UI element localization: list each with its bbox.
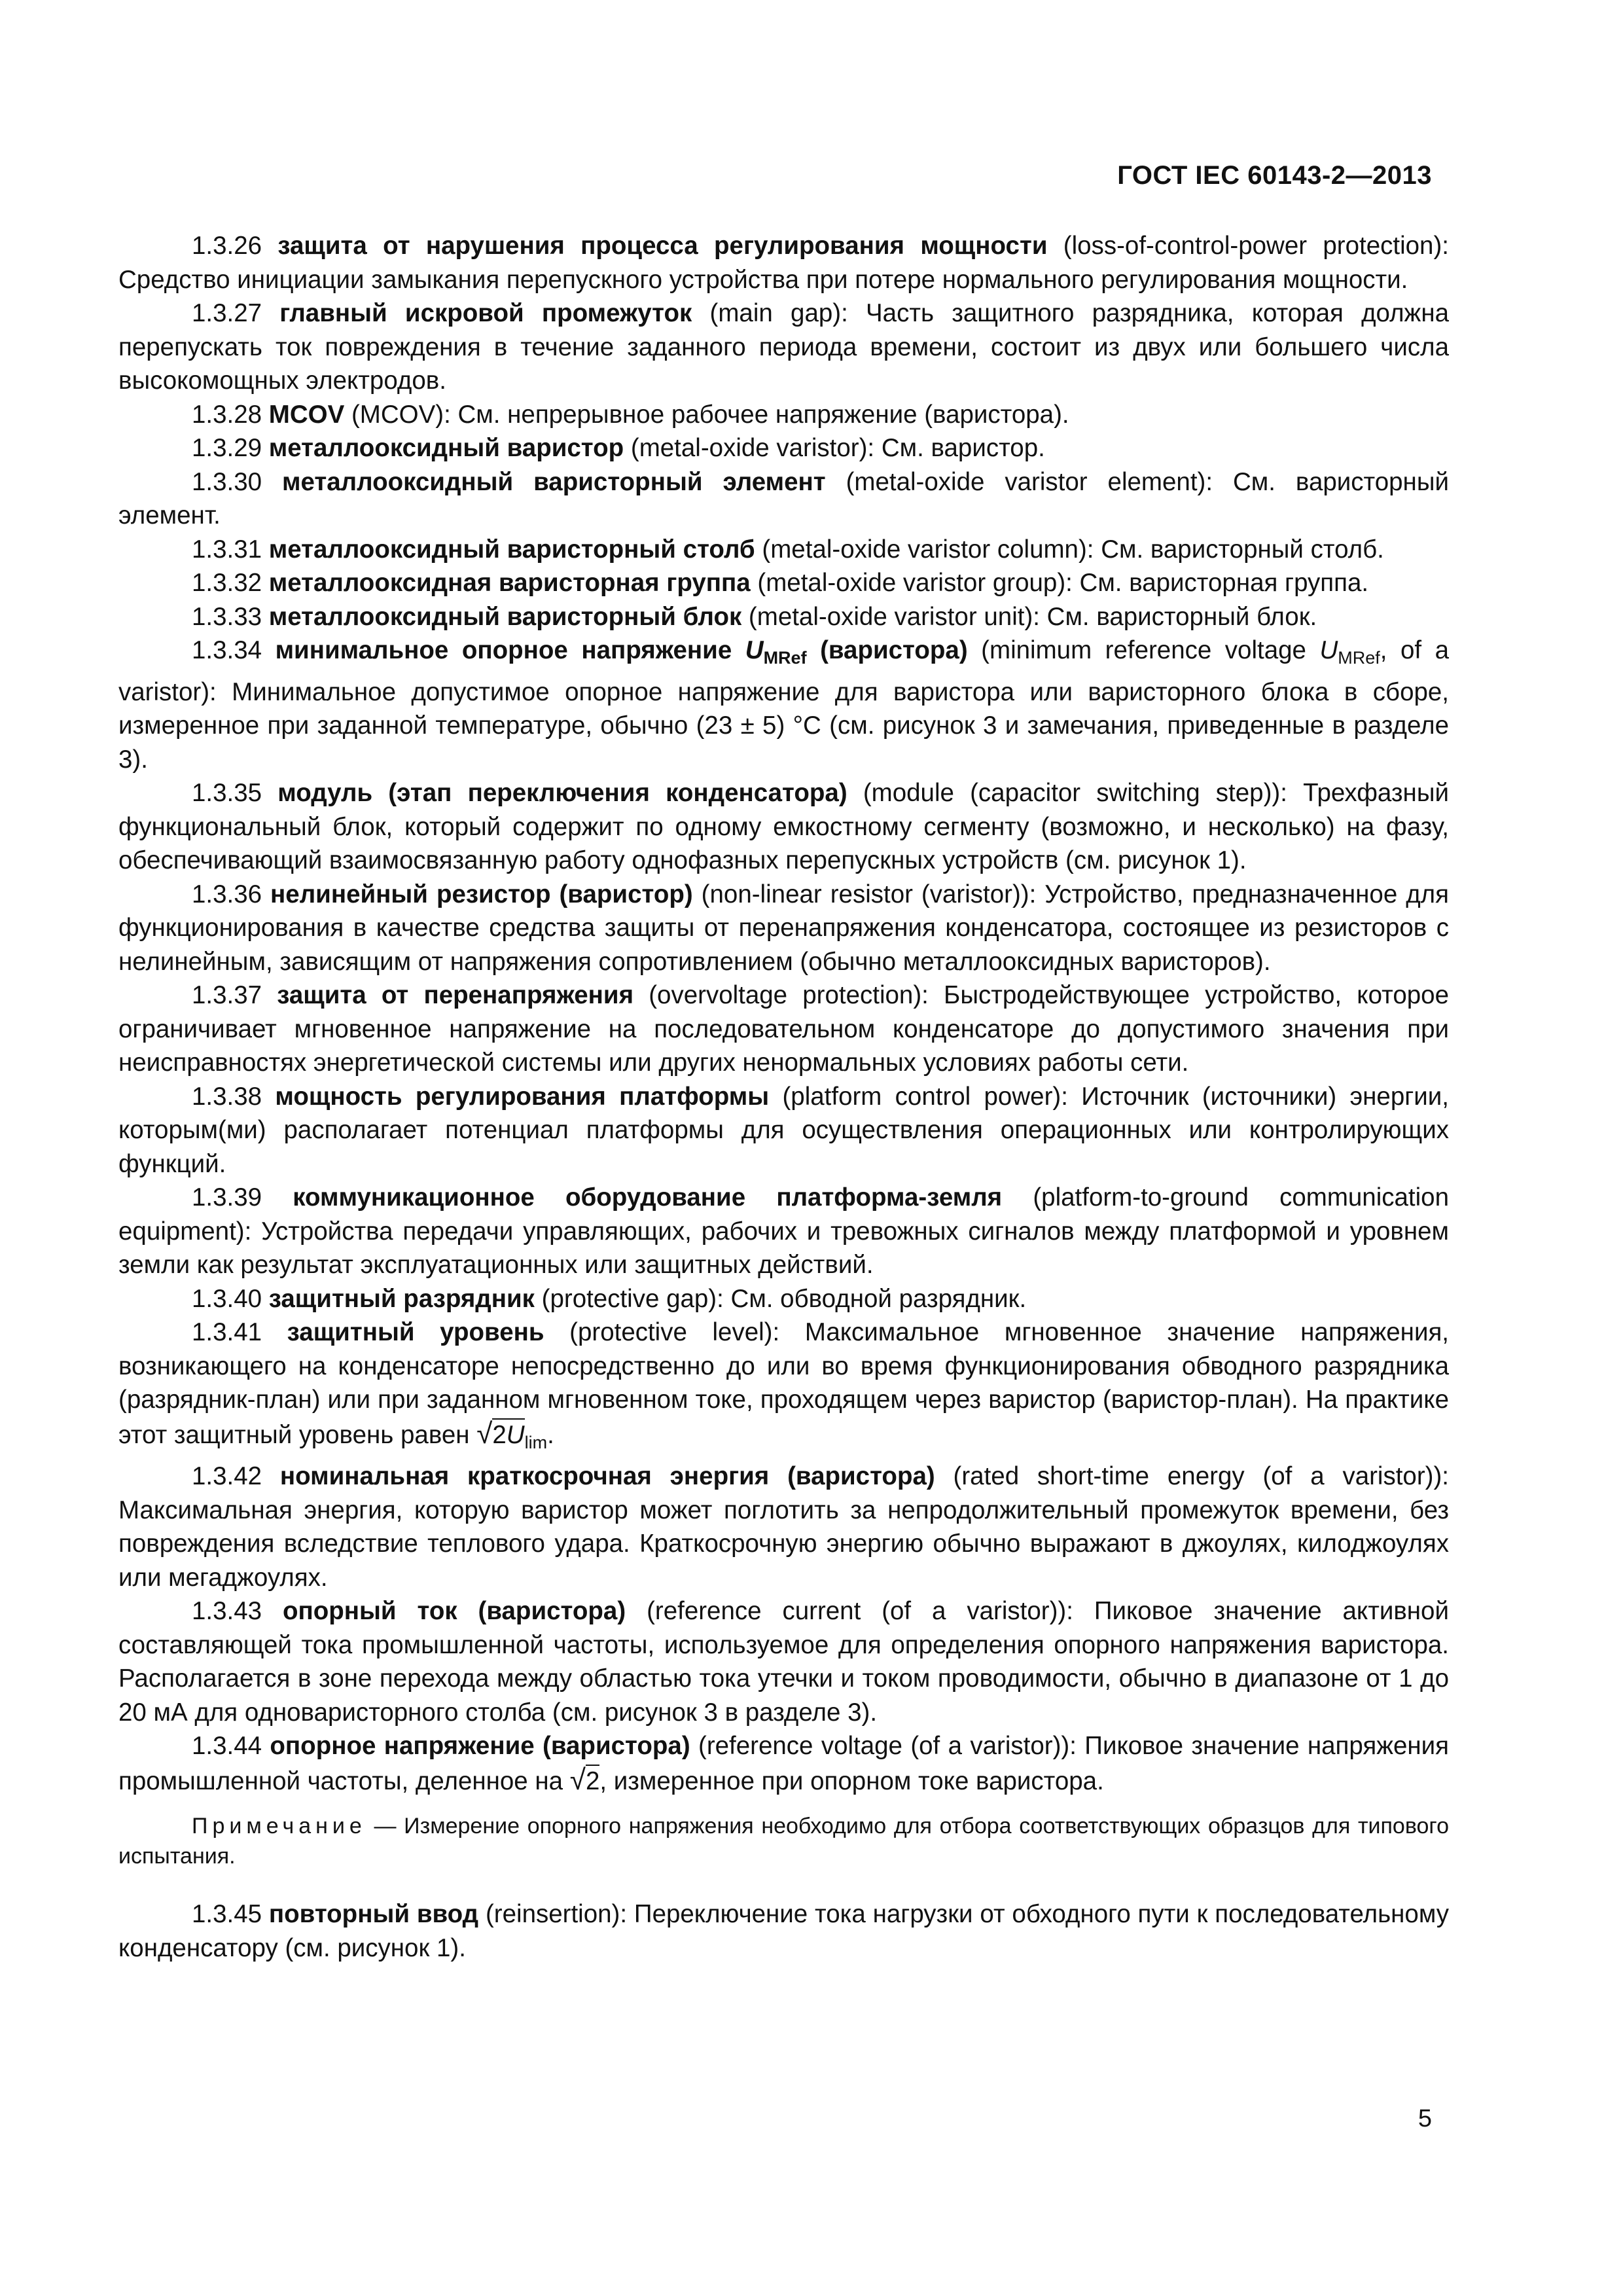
term-english: (metal-oxide varistor element): xyxy=(825,467,1233,496)
term-definition: Часть защитного разрядника, которая должна перепускать ток повреждения в течение заданного периода времени, состоит из двух или большего числа высокомощных электродов. xyxy=(118,299,1449,395)
term-title: металлооксидный варистор xyxy=(268,434,624,462)
term-definition: Переключение тока нагрузки от обходного пути к последовательному конденсатору (см. рисунок 1). xyxy=(118,1900,1449,1962)
term-definition: См. варисторный столб. xyxy=(1101,535,1384,564)
term-definition: Максимальное мгновенное значение напряжения, возникающего на конденсаторе непосредственно до или во время функционирования обводного разрядника (разрядник-план) или при заданном мгновенном токе, проходящем через варистор (варистор-план). На практике этот защитный уровень равен xyxy=(118,1318,1449,1449)
term-definition: См. варисторный элемент. xyxy=(118,467,1449,529)
term-number: 1.3.26 xyxy=(192,232,262,260)
term-english-part: (minimum reference voltage xyxy=(967,636,1320,664)
term-english: (metal-oxide varistor column): xyxy=(755,535,1101,564)
square-root-radicand xyxy=(492,1418,524,1449)
term-entry-1-3-36 xyxy=(118,878,1449,979)
term-definition-part: Пиковое значение напряжения промышленной частоты, деленное на xyxy=(118,1732,1449,1795)
term-entry-1-3-31 xyxy=(118,533,1449,567)
radicand-value: 2 xyxy=(492,1420,507,1449)
term-entry-1-3-26 xyxy=(118,229,1449,296)
term-title: защитный разрядник xyxy=(268,1284,535,1313)
square-root-sign: √ xyxy=(476,1417,493,1450)
term-number: 1.3.33 xyxy=(192,602,262,631)
term-english: (reference current (of a varistor)): xyxy=(626,1597,1094,1625)
term-number: 1.3.30 xyxy=(192,467,262,496)
term-number: 1.3.42 xyxy=(192,1462,262,1490)
term-definition: Трехфазный функциональный блок, который содержит по одному емкостному сегменту (возможно, и несколько) на фазу, обеспечивающий взаимосвязанную работу однофазных перепускных устройств (см. рисунок 1). xyxy=(118,779,1449,874)
term-title: защитный уровень xyxy=(287,1318,544,1346)
term-english: (MCOV): xyxy=(344,400,458,429)
term-title: металлооксидный варисторный столб xyxy=(268,535,755,564)
symbol-u: U xyxy=(506,1420,525,1449)
term-title: металлооксидный варисторный элемент xyxy=(282,467,826,496)
term-title: модуль (этап переключения конденсатора) xyxy=(277,779,847,807)
term-definition: См. варисторный блок. xyxy=(1046,602,1317,631)
term-title-part: (варистора) xyxy=(806,636,968,664)
term-english: (main gap): xyxy=(692,299,866,327)
term-entry-1-3-34 xyxy=(118,634,1449,776)
note-label: Примечание xyxy=(192,1814,366,1839)
term-title: опорное напряжение (варистора) xyxy=(270,1732,690,1760)
term-definition: Средство инициации замыкания перепускного устройства при потере нормального регулирования мощности. xyxy=(118,265,1408,294)
term-definition-part: , измеренное при опорном токе варистора. xyxy=(599,1767,1104,1795)
note-text: — Измерение опорного напряжения необходимо для отбора соответствующих образцов для типового испытания. xyxy=(118,1814,1449,1869)
term-number: 1.3.32 xyxy=(192,569,262,597)
term-definition: См. обводной разрядник. xyxy=(730,1284,1027,1313)
term-entry-1-3-35 xyxy=(118,776,1449,878)
term-number: 1.3.40 xyxy=(192,1284,262,1313)
term-english: (metal-oxide varistor group): xyxy=(750,569,1080,597)
term-title: MCOV xyxy=(268,400,345,429)
term-number: 1.3.39 xyxy=(192,1183,262,1211)
term-definition: Устройства передачи управляющих, рабочих и тревожных сигналов между платформой и уровнем земли как результат эксплуатационных или защитных действий. xyxy=(118,1217,1449,1279)
square-root-sign: √ xyxy=(569,1763,586,1796)
term-entry-1-3-41 xyxy=(118,1316,1449,1460)
term-definition: Источник (источники) энергии, которым(ми) располагает потенциал платформы для осуществления операционных или контролирующих функций. xyxy=(118,1082,1449,1178)
term-number: 1.3.34 xyxy=(192,636,262,664)
term-number: 1.3.45 xyxy=(192,1900,262,1928)
term-entry-1-3-43 xyxy=(118,1594,1449,1729)
term-entry-1-3-30 xyxy=(118,465,1449,533)
term-english: (rated short-time energy (of a varistor)): xyxy=(935,1462,1449,1490)
term-english-part: , of a varistor): xyxy=(118,636,1449,706)
term-entry-1-3-39 xyxy=(118,1181,1449,1282)
term-number: 1.3.37 xyxy=(192,981,262,1009)
term-entry-1-3-29 xyxy=(118,431,1449,465)
symbol-u: U xyxy=(745,636,764,664)
term-number: 1.3.36 xyxy=(192,880,262,908)
term-english: (metal-oxide varistor unit): xyxy=(741,602,1047,631)
term-title: повторный ввод xyxy=(268,1900,479,1928)
symbol-subscript: lim xyxy=(524,1432,548,1452)
symbol-subscript: MRef xyxy=(1338,648,1380,668)
term-number: 1.3.43 xyxy=(192,1597,262,1625)
term-definition: Максимальная энергия, которую варистор может поглотить за непродолжительный промежуток времени, без повреждения вследствие теплового удара. Краткосрочную энергию обычно выражают в джоулях, килоджоулях или мегаджоулях. xyxy=(118,1496,1449,1592)
term-title-part: минимальное опорное напряжение xyxy=(275,636,745,664)
term-number: 1.3.29 xyxy=(192,434,262,462)
term-number: 1.3.41 xyxy=(192,1318,262,1346)
term-entry-1-3-32 xyxy=(118,566,1449,600)
term-english: (protective level): xyxy=(544,1318,805,1346)
term-title: металлооксидная варисторная группа xyxy=(268,569,751,597)
term-title: номинальная краткосрочная энергия (варистора) xyxy=(279,1462,935,1490)
term-number: 1.3.27 xyxy=(192,299,262,327)
term-definition: См. варистор. xyxy=(881,434,1045,462)
symbol-u: U xyxy=(1319,636,1338,664)
term-english: (overvoltage protection): xyxy=(633,981,944,1009)
note xyxy=(118,1811,1449,1871)
term-title xyxy=(275,636,968,668)
square-root-radicand: 2 xyxy=(586,1765,599,1795)
term-definition: См. варисторная группа. xyxy=(1079,569,1369,597)
term-english: (metal-oxide varistor): xyxy=(624,434,882,462)
symbol-subscript: MRef xyxy=(763,648,807,668)
term-entry-1-3-27 xyxy=(118,296,1449,398)
term-title: защита от нарушения процесса регулирования мощности xyxy=(277,232,1048,260)
term-title: опорный ток (варистора) xyxy=(282,1597,626,1625)
term-entry-1-3-38 xyxy=(118,1080,1449,1181)
term-number: 1.3.28 xyxy=(192,400,262,429)
document-standard-header: ГОСТ IEC 60143-2—2013 xyxy=(1117,161,1432,190)
term-entry-1-3-45 xyxy=(118,1897,1449,1965)
term-definition: Минимальное допустимое опорное напряжение для варистора или варисторного блока в сборе, измеренное при заданной температуре, обычно (23 ± 5) °С (см. рисунок 3 и замечания, приведенные в разделе 3). xyxy=(118,677,1450,774)
term-english: (protective gap): xyxy=(534,1284,731,1313)
term-title: нелинейный резистор (варистор) xyxy=(270,880,693,908)
term-number: 1.3.38 xyxy=(192,1082,262,1111)
term-title: коммуникационное оборудование платформа-земля xyxy=(293,1183,1003,1211)
term-definition: См. непрерывное рабочее напряжение (варистора). xyxy=(457,400,1069,429)
term-entry-1-3-42 xyxy=(118,1460,1449,1594)
term-entry-1-3-37 xyxy=(118,978,1449,1080)
term-english: (non-linear resistor (varistor)): xyxy=(692,880,1045,908)
sentence-end: . xyxy=(547,1420,554,1449)
term-entry-1-3-33 xyxy=(118,600,1449,634)
term-english: (reference voltage (of a varistor)): xyxy=(690,1732,1085,1760)
term-english: (loss-of-control-power protection): xyxy=(1047,232,1449,260)
term-english: (platform-to-ground communication equipment): xyxy=(118,1183,1449,1246)
term-entry-1-3-40 xyxy=(118,1282,1449,1316)
term-title: металлооксидный варисторный блок xyxy=(268,602,742,631)
term-definition: Устройство, предназначенное для функционирования в качестве средства защиты от перенапряжения конденсатора, состоящее из резисторов с нелинейным, зависящим от напряжения сопротивлением (обычно металлооксидных варисторов). xyxy=(118,880,1449,976)
term-english: (module (capacitor switching step)): xyxy=(847,779,1304,807)
term-number: 1.3.31 xyxy=(192,535,262,564)
term-title: мощность регулирования платформы xyxy=(275,1082,770,1111)
term-entry-1-3-44 xyxy=(118,1729,1449,1798)
term-definition: Пиковое значение активной составляющей тока промышленной частоты, используемое для определения опорного напряжения варистора. Располагается в зоне перехода между областью тока утечки и током проводимости, обычно в диапазоне от 1 до 20 мА для одноваристорного столба (см. рисунок 3 в разделе 3). xyxy=(118,1597,1449,1727)
term-title: главный искровой промежуток xyxy=(279,299,692,327)
term-entry-1-3-28 xyxy=(118,398,1449,432)
term-number: 1.3.35 xyxy=(192,779,262,807)
term-english: (platform control power): xyxy=(769,1082,1082,1111)
document-body xyxy=(118,229,1449,1965)
term-title: защита от перенапряжения xyxy=(277,981,634,1009)
page-number: 5 xyxy=(1418,2105,1432,2132)
term-definition: Быстродействующее устройство, которое ограничивает мгновенное напряжение на последовательном конденсаторе до допустимого значения при неисправностях энергетической системы или других ненормальных условиях работы сети. xyxy=(118,981,1449,1077)
term-english: (reinsertion): xyxy=(478,1900,634,1928)
term-number: 1.3.44 xyxy=(192,1732,262,1760)
